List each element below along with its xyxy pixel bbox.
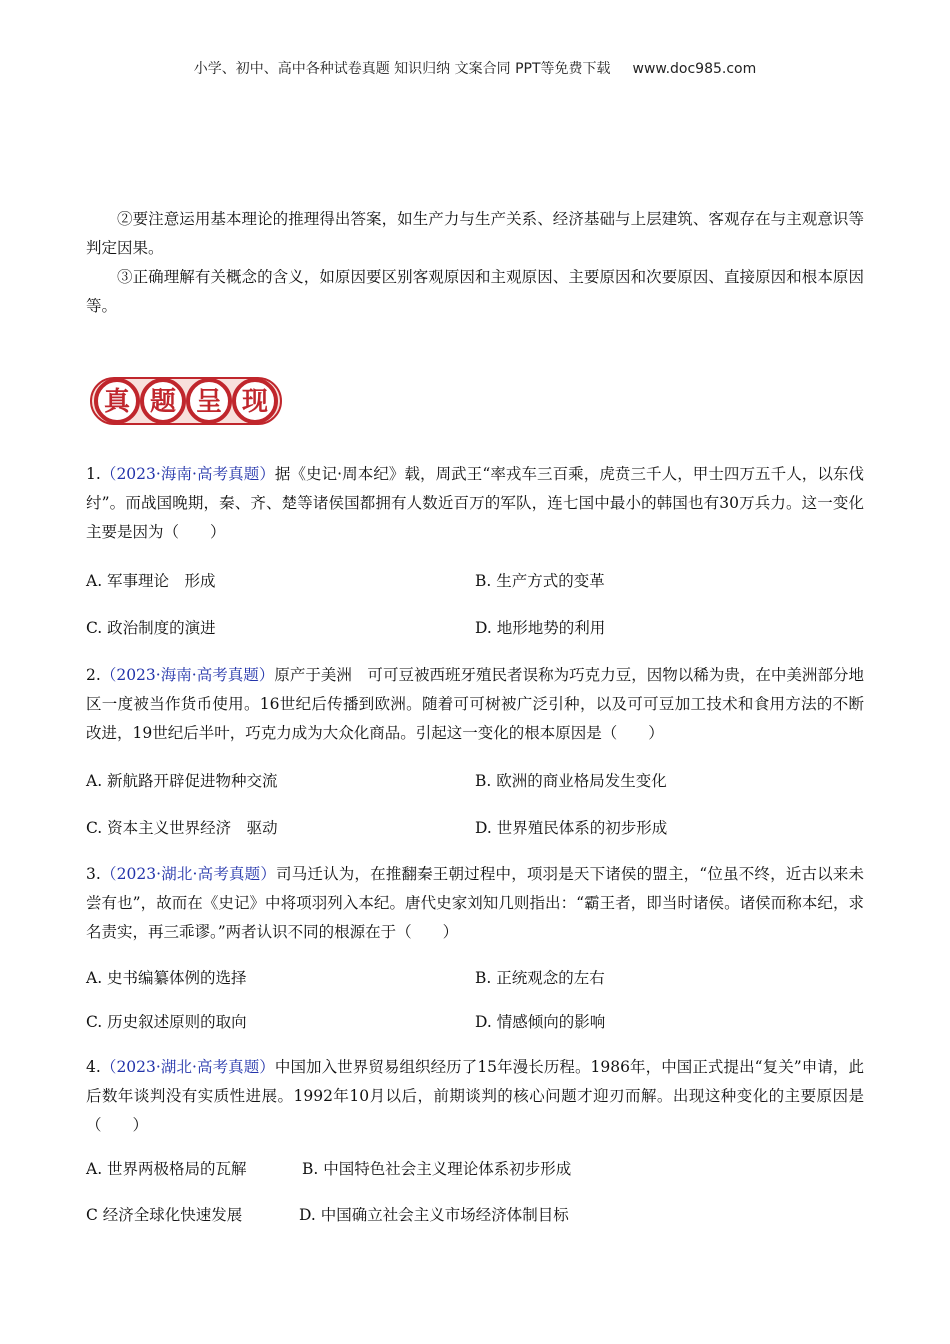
- question-1: [86, 460, 864, 547]
- header-text: 小学、初中、高中各种试卷真题 知识归纳 文案合同 PPT等免费下载: [193, 61, 611, 77]
- question-source: （2023·海南·高考真题）: [100, 666, 275, 684]
- question-number: 4.: [86, 1058, 101, 1076]
- section-logo-art: [90, 374, 282, 428]
- question-number: 3.: [86, 865, 101, 883]
- q3-option-c[interactable]: C. 历史叙述原则的取向: [86, 1013, 247, 1031]
- logo-char-4: 现: [241, 387, 269, 417]
- question-stem: 据《史记·周本纪》载，周武王“率戎车三百乘，虎贲三千人，甲士四万五千人，以东伐纣”。而战国晚期，秦、齐、楚等诸侯国都拥有人数近百万的军队，连七国中最小的韩国也有30万兵力。这一变化主要是因为（ ）: [86, 465, 864, 541]
- page-header: [0, 58, 950, 78]
- q3-option-a[interactable]: A. 史书编纂体例的选择: [86, 969, 247, 987]
- header-site[interactable]: www.doc985.com: [632, 61, 757, 77]
- logo-char-1: 真: [103, 387, 131, 417]
- logo-char-2: 题: [149, 387, 177, 417]
- question-source: （2023·湖北·高考真题）: [100, 865, 277, 883]
- logo-char-3: 呈: [195, 387, 223, 417]
- q1-option-d[interactable]: D. 地形地势的利用: [475, 619, 606, 637]
- question-4: [86, 1053, 864, 1140]
- question-3: [86, 860, 864, 947]
- question-stem: 司马迁认为，在推翻秦王朝过程中，项羽是天下诸侯的盟主，“位虽不终，近古以来未尝有也”，故而在《史记》中将项羽列入本纪。唐代史家刘知几则指出：“霸王者，即当时诸侯。诸侯而称本纪，求名责实，再三乖谬。”两者认识不同的根源在于（ ）: [86, 865, 864, 941]
- question-source: （2023·湖北·高考真题）: [100, 1058, 275, 1076]
- question-number: 2.: [86, 666, 101, 684]
- question-stem: 原产于美洲 可可豆被西班牙殖民者误称为巧克力豆，因物以稀为贵，在中美洲部分地区一度被当作货币使用。16世纪后传播到欧洲。随着可可树被广泛引种，以及可可豆加工技术和食用方法的不断改进，19世纪后半叶，巧克力成为大众化商品。引起这一变化的根本原因是（ ）: [86, 666, 864, 742]
- q2-option-d[interactable]: D. 世界殖民体系的初步形成: [475, 819, 668, 837]
- section-logo: [90, 374, 282, 428]
- q1-option-a[interactable]: A. 军事理论 形成: [86, 572, 216, 590]
- q2-option-c[interactable]: C. 资本主义世界经济 驱动: [86, 819, 278, 837]
- q1-option-c[interactable]: C. 政治制度的演进: [86, 619, 216, 637]
- q2-option-b[interactable]: B. 欧洲的商业格局发生变化: [475, 772, 667, 790]
- question-number: 1.: [86, 465, 101, 483]
- q2-option-a[interactable]: A. 新航路开辟促进物种交流: [86, 772, 278, 790]
- q4-option-d[interactable]: D. 中国确立社会主义市场经济体制目标: [299, 1206, 569, 1224]
- question-source: （2023·海南·高考真题）: [100, 465, 275, 483]
- q3-option-b[interactable]: B. 正统观念的左右: [475, 969, 605, 987]
- q4-option-c[interactable]: C 经济全球化快速发展: [86, 1206, 243, 1224]
- question-2: [86, 661, 864, 748]
- q1-option-b[interactable]: B. 生产方式的变革: [475, 572, 605, 590]
- intro-paragraph-3: ③正确理解有关概念的含义，如原因要区别客观原因和主观原因、主要原因和次要原因、直接原因和根本原因等。: [86, 268, 864, 315]
- q4-option-a[interactable]: A. 世界两极格局的瓦解: [86, 1160, 247, 1178]
- q3-option-d[interactable]: D. 情感倾向的影响: [475, 1013, 606, 1031]
- question-stem: 中国加入世界贸易组织经历了15年漫长历程。1986年，中国正式提出“复关”申请，此后数年谈判没有实质性进展。1992年10月以后，前期谈判的核心问题才迎刃而解。出现这种变化的主要原因是（ ）: [86, 1058, 864, 1134]
- q4-option-b[interactable]: B. 中国特色社会主义理论体系初步形成: [302, 1160, 572, 1178]
- intro-paragraph-2: ②要注意运用基本理论的推理得出答案，如生产力与生产关系、经济基础与上层建筑、客观存在与主观意识等判定因果。: [86, 210, 864, 257]
